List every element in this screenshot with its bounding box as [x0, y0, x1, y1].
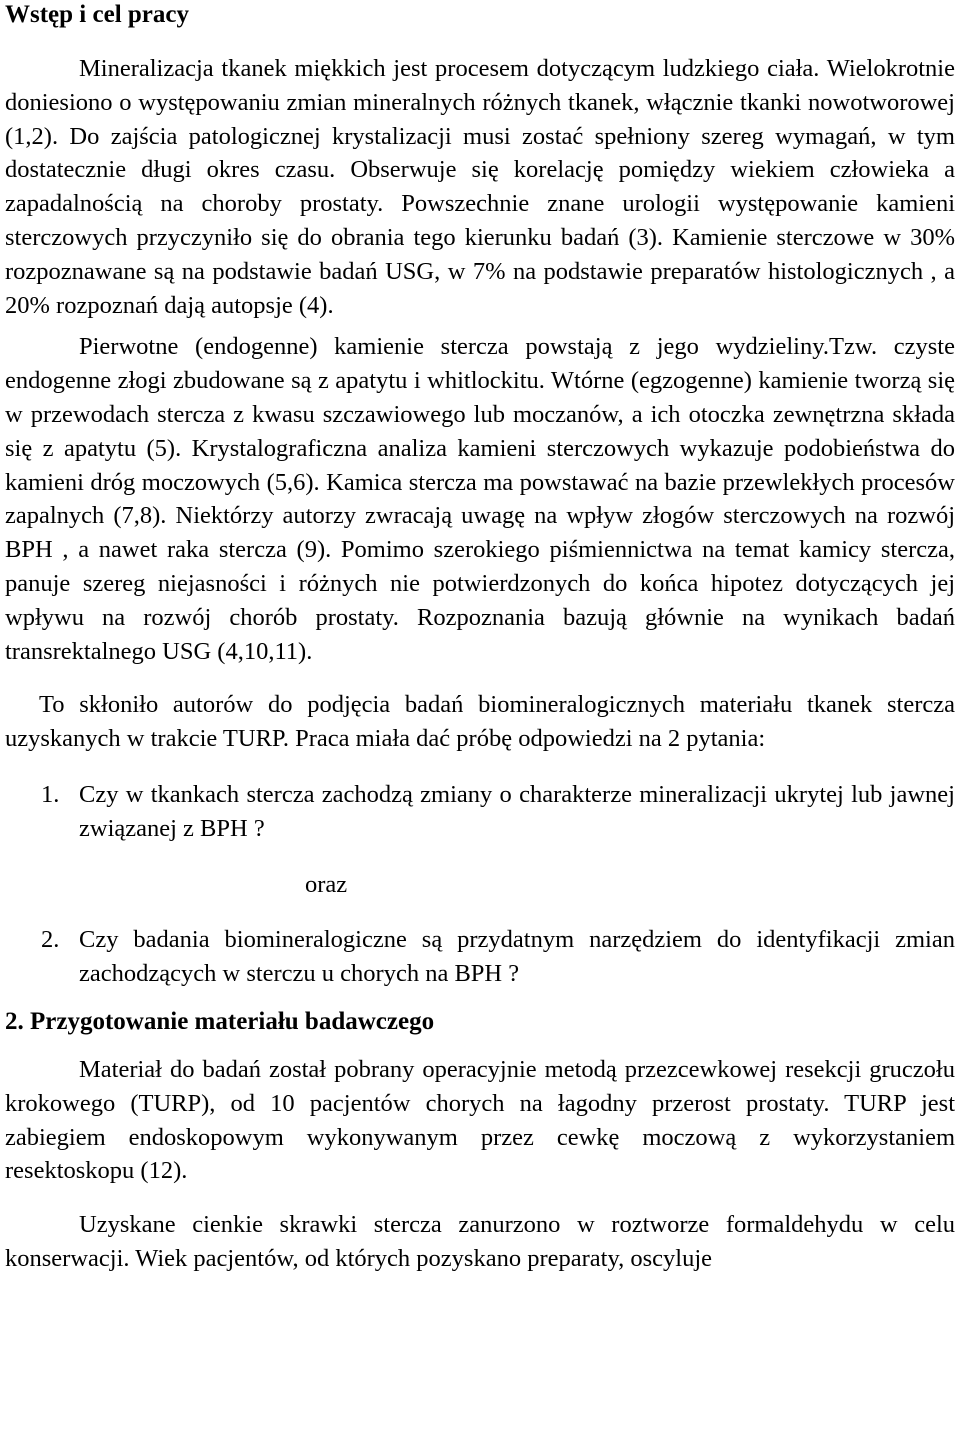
- list-item-number: 1.: [41, 780, 60, 808]
- document-page: [5, 0, 955, 1276]
- list-item: [5, 778, 955, 846]
- connector-text: oraz: [305, 870, 348, 898]
- list-item-text: Czy w tkankach stercza zachodzą zmiany o charakterze mineralizacji ukrytej lub jawnej związanej z BPH ?: [79, 780, 955, 842]
- question-list-1: [5, 778, 955, 846]
- section-heading-materials: 2. Przygotowanie materiału badawczego: [5, 1007, 435, 1035]
- paragraph-mineralization: Mineralizacja tkanek miękkich jest procesem dotyczącym ludzkiego ciała. Wielokrotnie doniesiono o występowaniu zmian mineralnych różnych tkanek, włącznie tkanki nowotworowej (1,2). Do zajścia patologicznej krystalizacji musi zostać spełniony szereg wymagań, w tym dostatecznie długi okres czasu. Obserwuje się korelację pomiędzy wiekiem człowieka a zapadalnością na choroby prostaty. Powszechnie znane urologii występowanie kamieni sterczowych przyczyniło się do obrania tego kierunku badań (3). Kamienie sterczowe w 30% rozpoznawane są na podstawie badań USG, w 7% na podstawie preparatów histologicznych , a 20% rozpoznań dają autopsje (4).: [5, 55, 955, 319]
- paragraph-research-aim: To skłoniło autorów do podjęcia badań biomineralogicznych materiału tkanek stercza uzyskanych w trakcie TURP. Praca miała dać próbę odpowiedzi na 2 pytania:: [5, 691, 955, 753]
- list-item: [5, 923, 955, 991]
- paragraph-prostate-stones: Pierwotne (endogenne) kamienie stercza powstają z jego wydzieliny.Tzw. czyste endogenne złogi zbudowane są z apatytu i whitlockitu. Wtórne (egzogenne) kamienie tworzą się w przewodach stercza z kwasu szczawiowego lub moczanów, a ich otoczka zewnętrzna składa się z apatytu (5). Krystalograficzna analiza kamieni sterczowych wykazuje podobieństwa do kamieni dróg moczowych (5,6). Kamica stercza ma powstawać na bazie przewlekłych procesów zapalnych (7,8). Niektórzy autorzy zwracają uwagę na wpływ złogów sterczowych na rozwój BPH , a nawet raka stercza (9). Pomimo szerokiego piśmiennictwa na temat kamicy stercza, panuje szereg niejasności i różnych nie potwierdzonych do końca hipotez dotyczących jej wpływu na rozwój chorób prostaty. Rozpoznania bazują głównie na wynikach badań transrektalnego USG (4,10,11).: [5, 333, 955, 665]
- section-heading-intro: Wstęp i cel pracy: [5, 1, 189, 28]
- list-item-number: 2.: [41, 926, 60, 954]
- paragraph-sample-preservation: Uzyskane cienkie skrawki stercza zanurzono w roztworze formaldehydu w celu konserwacji. Wiek pacjentów, od których pozyskano preparaty, oscyluje: [5, 1211, 955, 1272]
- paragraph-material-collection: Materiał do badań został pobrany operacyjnie metodą przezcewkowej resekcji gruczołu krokowego (TURP), od 10 pacjentów chorych na łagodny przerost prostaty. TURP jest zabiegiem endoskopowym wykonywanym przez cewkę moczową z wykorzystaniem resektoskopu (12).: [5, 1055, 955, 1185]
- question-list-2: [5, 923, 955, 991]
- list-item-text: Czy badania biomineralogiczne są przydatnym narzędziem do identyfikacji zmian zachodzących w sterczu u chorych na BPH ?: [79, 926, 955, 988]
